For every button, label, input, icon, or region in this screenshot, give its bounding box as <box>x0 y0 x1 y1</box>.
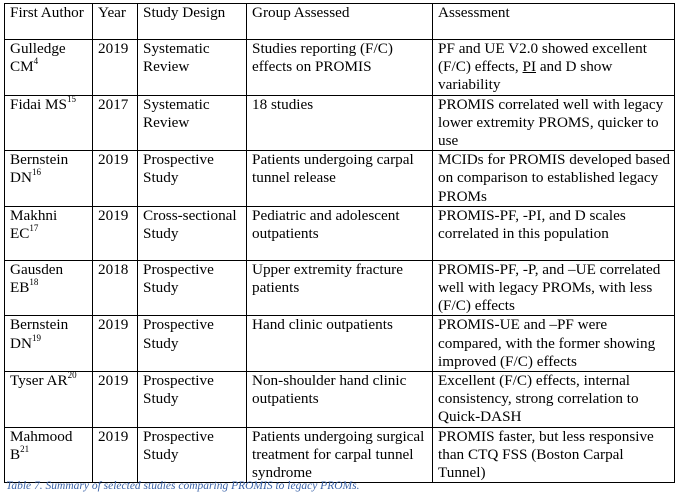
header-year: Year <box>93 4 138 40</box>
cell-group: 18 studies <box>247 95 433 151</box>
author-name: Bernstein DN <box>10 151 69 187</box>
cell-design: Systematic Review <box>138 40 247 96</box>
cell-assessment: PROMIS faster, but less responsive than CTQ FSS (Boston Carpal Tunnel) <box>433 427 675 483</box>
header-row <box>5 4 675 40</box>
studies-table <box>4 3 675 483</box>
cell-assessment: MCIDs for PROMIS developed based on comparison to established legacy PROMs <box>433 151 675 207</box>
cell-assessment: PROMIS-UE and –PF were compared, with the former showing improved (F/C) effects <box>433 316 675 372</box>
reference-number: 19 <box>31 332 41 343</box>
reference-number: 17 <box>29 222 39 233</box>
author-name: Gausden EB <box>10 260 64 297</box>
cell-assessment: Excellent (F/C) effects, internal consistency, strong correlation to Quick-DASH <box>433 372 675 428</box>
cell-group: Patients undergoing carpal tunnel release <box>247 151 433 207</box>
cell-assessment: PROMIS-PF, -P, and –UE correlated well with legacy PROMs, with less (F/C) effects <box>433 260 675 316</box>
assessment-text-part: PF and UE V2.0 showed excellent (F/C) effects, <box>438 40 647 76</box>
cell-author <box>5 427 93 483</box>
author-name: Makhni EC <box>10 206 58 243</box>
table-row <box>5 260 675 316</box>
table-caption: Table 7. Summary of selected studies comparing PROMIS to legacy PROMs. <box>6 480 360 492</box>
assessment-text-underlined: PI <box>522 58 537 76</box>
table-row <box>5 40 675 96</box>
cell-assessment: PROMIS-PF, -PI, and D scales correlated in this population <box>433 206 675 260</box>
cell-author <box>5 316 93 372</box>
cell-year: 2019 <box>93 316 138 372</box>
cell-design: Systematic Review <box>138 95 247 151</box>
cell-year: 2019 <box>93 427 138 483</box>
cell-design: Prospective Study <box>138 372 247 428</box>
cell-group: Non-shoulder hand clinic outpatients <box>247 372 433 428</box>
reference-number: 15 <box>66 95 76 104</box>
assessment-text-part: and D show variability <box>438 58 613 94</box>
cell-year: 2019 <box>93 40 138 96</box>
author-name: Bernstein DN <box>10 316 69 352</box>
cell-group: Hand clinic outpatients <box>247 316 433 372</box>
table-row <box>5 206 675 260</box>
table-row <box>5 151 675 207</box>
reference-number: 20 <box>67 371 77 380</box>
cell-author <box>5 372 93 428</box>
cell-design: Prospective Study <box>138 151 247 207</box>
cell-year: 2019 <box>93 151 138 207</box>
reference-number: 4 <box>33 56 39 67</box>
header-first-author: First Author <box>5 4 93 40</box>
cell-year: 2019 <box>93 372 138 428</box>
cell-design: Prospective Study <box>138 316 247 372</box>
cell-author <box>5 40 93 96</box>
cell-design: Cross-sectional Study <box>138 206 247 260</box>
cell-author <box>5 95 93 151</box>
cell-author <box>5 151 93 207</box>
cell-assessment: PROMIS correlated well with legacy lower extremity PROMS, quicker to use <box>433 95 675 151</box>
cell-author <box>5 206 93 260</box>
header-study-design: Study Design <box>138 4 247 40</box>
cell-assessment <box>433 40 675 96</box>
table-row <box>5 95 675 151</box>
cell-group: Upper extremity fracture patients <box>247 260 433 316</box>
cell-group: Patients undergoing surgical treatment for carpal tunnel syndrome <box>247 427 433 483</box>
cell-year: 2017 <box>93 95 138 151</box>
header-group-assessed: Group Assessed <box>247 4 433 40</box>
reference-number: 18 <box>29 276 39 287</box>
cell-group: Pediatric and adolescent outpatients <box>247 206 433 260</box>
header-assessment: Assessment <box>433 4 675 40</box>
cell-group: Studies reporting (F/C) effects on PROMIS <box>247 40 433 96</box>
author-name: Mahmood B <box>10 427 73 463</box>
cell-year: 2018 <box>93 260 138 316</box>
table-row <box>5 427 675 483</box>
author-name: Gulledge CM <box>10 40 66 76</box>
author-name: Tyser AR <box>10 372 68 390</box>
cell-author <box>5 260 93 316</box>
cell-design: Prospective Study <box>138 260 247 316</box>
table-row <box>5 316 675 372</box>
table-row <box>5 372 675 428</box>
reference-number: 16 <box>31 167 41 178</box>
cell-design: Prospective Study <box>138 427 247 483</box>
author-name: Fidai MS <box>10 95 67 113</box>
reference-number: 21 <box>20 443 30 454</box>
cell-year: 2019 <box>93 206 138 260</box>
